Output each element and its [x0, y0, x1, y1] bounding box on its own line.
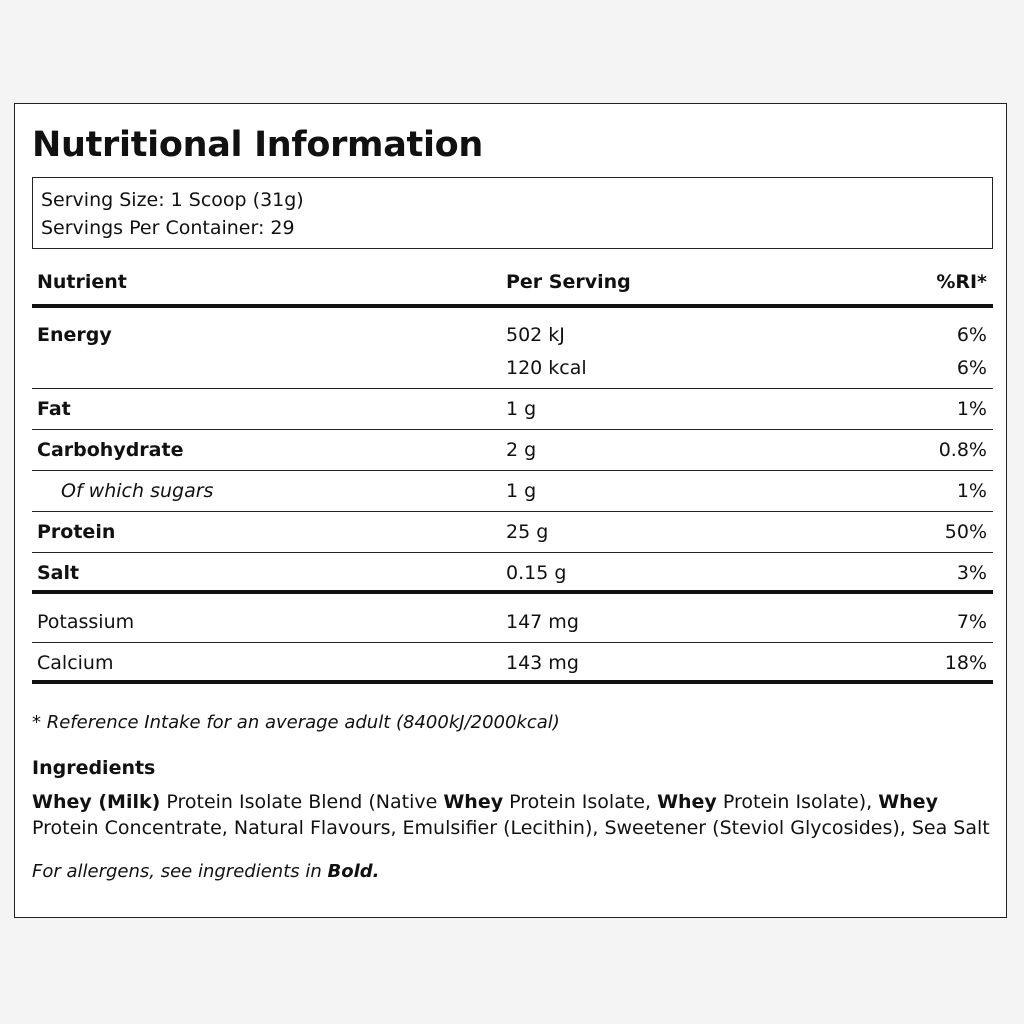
- nutrient-name: Fat: [37, 398, 71, 420]
- nutrient-amount: 2 g: [506, 439, 537, 461]
- nutrient-ri: 1%: [956, 480, 987, 502]
- allergen-ingredient: Whey (Milk): [32, 791, 161, 813]
- nutrient-ri: 0.8%: [938, 439, 987, 461]
- nutrient-amount: 1 g: [506, 480, 537, 502]
- nutrient-ri: 7%: [956, 611, 987, 633]
- ingredient-text: Protein Isolate Blend (Native: [160, 791, 444, 813]
- nutrient-amount: 143 mg: [506, 652, 579, 674]
- nutrient-amount: 25 g: [506, 521, 549, 543]
- allergen-ingredient: Whey: [878, 791, 938, 813]
- nutrition-label: [14, 103, 1007, 918]
- table-row-carbohydrate: [32, 430, 993, 471]
- serving-info-box: [32, 177, 993, 249]
- ingredient-text: Protein Isolate),: [716, 791, 879, 813]
- nutrient-name: Carbohydrate: [37, 439, 184, 461]
- allergen-note-bold: Bold.: [327, 861, 380, 882]
- nutrient-name: Of which sugars: [61, 480, 214, 502]
- ingredient-text: Protein Concentrate, Natural Flavours, Emulsifier (Lecithin), Sweetener (Steviol Glycosides), Sea Salt: [32, 817, 990, 839]
- table-header-row: [32, 261, 993, 308]
- column-header-per-serving: Per Serving: [506, 271, 631, 293]
- nutrient-ri: 50%: [944, 521, 987, 543]
- table-row-calcium: [32, 643, 993, 684]
- nutrition-table: [32, 261, 993, 684]
- nutrient-ri: 18%: [944, 652, 987, 674]
- nutrient-amount: 502 kJ: [506, 324, 565, 346]
- nutrient-ri: 6%: [956, 324, 987, 346]
- allergen-ingredient: Whey: [657, 791, 717, 813]
- ingredients-heading: Ingredients: [32, 757, 156, 779]
- nutrient-amount: 0.15 g: [506, 562, 567, 584]
- table-row-protein: [32, 512, 993, 553]
- servings-per-container: Servings Per Container: 29: [41, 217, 295, 239]
- nutrient-name: Potassium: [37, 611, 135, 633]
- ingredient-text: Protein Isolate,: [503, 791, 658, 813]
- nutrient-name: Salt: [37, 562, 80, 584]
- table-row-potassium: [32, 594, 993, 643]
- ingredients-text: [32, 789, 992, 841]
- table-row-sugars: [32, 471, 993, 512]
- table-row-salt: [32, 553, 993, 594]
- serving-size: Serving Size: 1 Scoop (31g): [41, 189, 304, 211]
- reference-intake-footnote: * Reference Intake for an average adult (8400kJ/2000kcal): [32, 712, 560, 733]
- table-row-energy-kj: [32, 308, 993, 349]
- column-header-ri: %RI*: [936, 271, 987, 293]
- allergen-ingredient: Whey: [443, 791, 504, 813]
- nutrient-name: Protein: [37, 521, 116, 543]
- nutrient-ri: 6%: [956, 357, 987, 379]
- allergen-note-text: For allergens, see ingredients in: [32, 861, 328, 882]
- nutrient-ri: 1%: [956, 398, 987, 420]
- nutrient-name: Calcium: [37, 652, 114, 674]
- allergen-note: [32, 861, 379, 882]
- page-title: Nutritional Information: [32, 125, 484, 165]
- table-row-fat: [32, 389, 993, 430]
- table-row-energy-kcal: [32, 349, 993, 389]
- nutrient-amount: 120 kcal: [506, 357, 587, 379]
- nutrient-name: Energy: [37, 324, 112, 346]
- nutrient-amount: 147 mg: [506, 611, 579, 633]
- nutrient-ri: 3%: [956, 562, 987, 584]
- nutrient-amount: 1 g: [506, 398, 537, 420]
- column-header-nutrient: Nutrient: [37, 271, 127, 293]
